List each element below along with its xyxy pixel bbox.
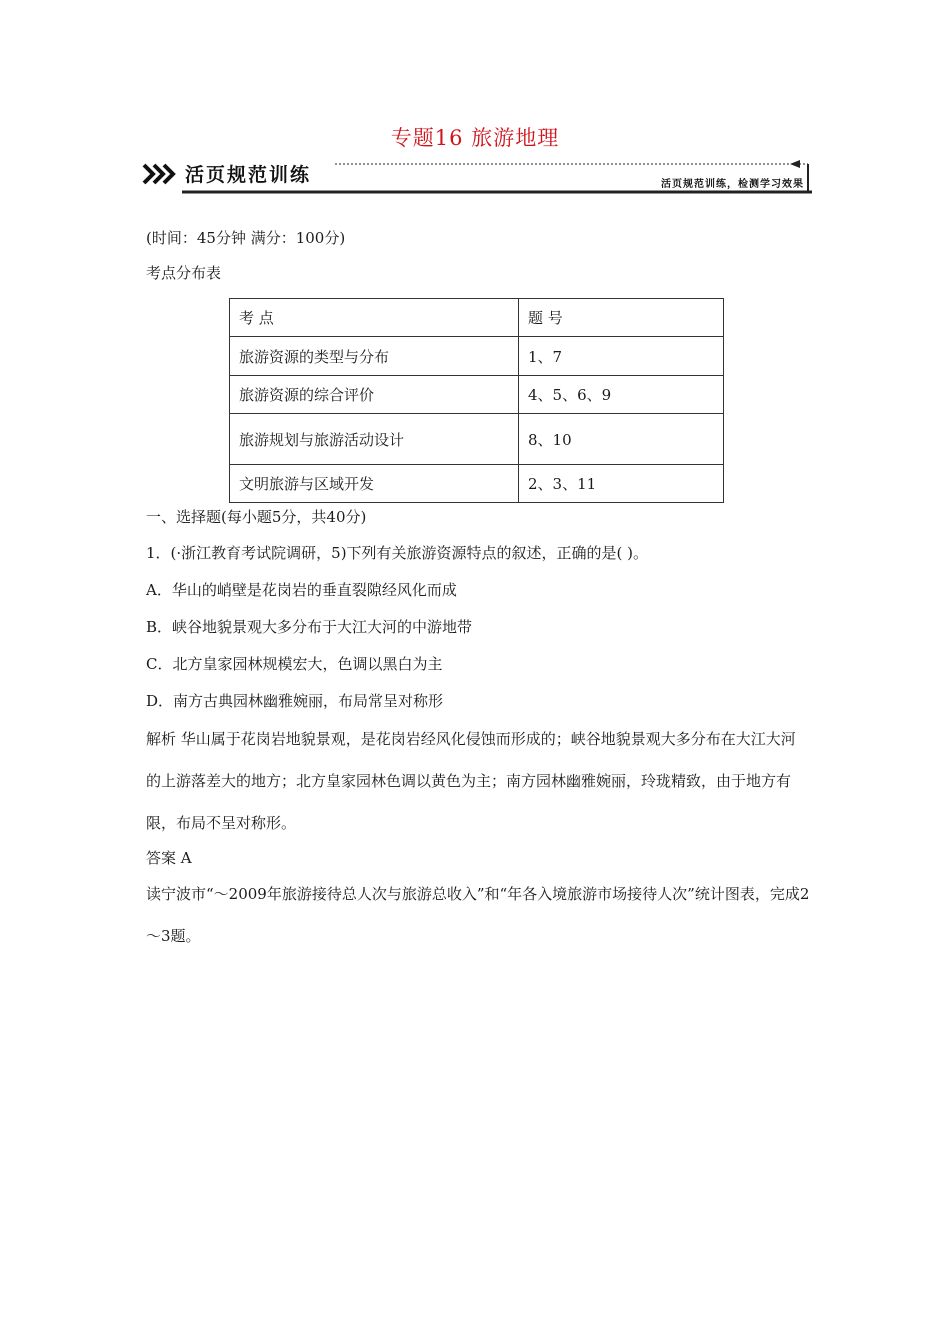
table-header-row bbox=[230, 299, 724, 337]
banner-title: 活页规范训练 bbox=[185, 164, 312, 186]
table-row bbox=[230, 337, 724, 376]
table-row bbox=[230, 376, 724, 414]
analysis-text: 解析 华山属于花岗岩地貌景观，是花岗岩经风化侵蚀而形成的；峡谷地貌景观大多分布在大江大河的上游落差大的地方；北方皇家园林色调以黄色为主；南方园林幽雅婉丽，玲珑精致，由于地方有限，布局不呈对称形。 bbox=[146, 730, 796, 832]
table-cell-number: 8、10 bbox=[519, 414, 724, 465]
table-caption: 考点分布表 bbox=[146, 264, 222, 282]
table-cell-topic: 文明旅游与区域开发 bbox=[230, 465, 519, 503]
table-row bbox=[230, 414, 724, 465]
table-row bbox=[230, 465, 724, 503]
table-cell-topic: 旅游资源的类型与分布 bbox=[230, 337, 519, 376]
section-banner bbox=[140, 158, 814, 196]
time-info: (时间：45分钟 满分：100分) bbox=[146, 229, 346, 247]
table-cell-topic: 旅游资源的综合评价 bbox=[230, 376, 519, 414]
table-header-number: 题 号 bbox=[519, 299, 724, 337]
option-b: B．峡谷地貌景观大多分布于大江大河的中游地带 bbox=[146, 618, 473, 636]
chevron-double-icon bbox=[140, 162, 180, 186]
topic-table bbox=[229, 298, 724, 503]
banner-subtitle: 活页规范训练，检测学习效果 bbox=[661, 179, 804, 190]
table-cell-topic: 旅游规划与旅游活动设计 bbox=[230, 414, 519, 465]
option-a: A．华山的峭壁是花岗岩的垂直裂隙经风化而成 bbox=[146, 581, 457, 599]
table-cell-number: 1、7 bbox=[519, 337, 724, 376]
table-header-topic: 考 点 bbox=[230, 299, 519, 337]
option-d: D．南方古典园林幽雅婉丽，布局常呈对称形 bbox=[146, 692, 444, 710]
section-heading: 一、选择题(每小题5分，共40分) bbox=[146, 508, 367, 526]
reading-intro: 读宁波市“～2009年旅游接待总人次与旅游总收入”和“年各入境旅游市场接待人次”统计图表，完成2～3题。 bbox=[146, 885, 810, 945]
answer-text: 答案 A bbox=[146, 849, 192, 867]
table-cell-number: 2、3、11 bbox=[519, 465, 724, 503]
table-cell-number: 4、5、6、9 bbox=[519, 376, 724, 414]
option-c: C．北方皇家园林规模宏大，色调以黑白为主 bbox=[146, 655, 443, 673]
page-title: 专题16 旅游地理 bbox=[390, 126, 560, 150]
question-stem: 1．(·浙江教育考试院调研，5)下列有关旅游资源特点的叙述，正确的是( )。 bbox=[146, 544, 649, 562]
